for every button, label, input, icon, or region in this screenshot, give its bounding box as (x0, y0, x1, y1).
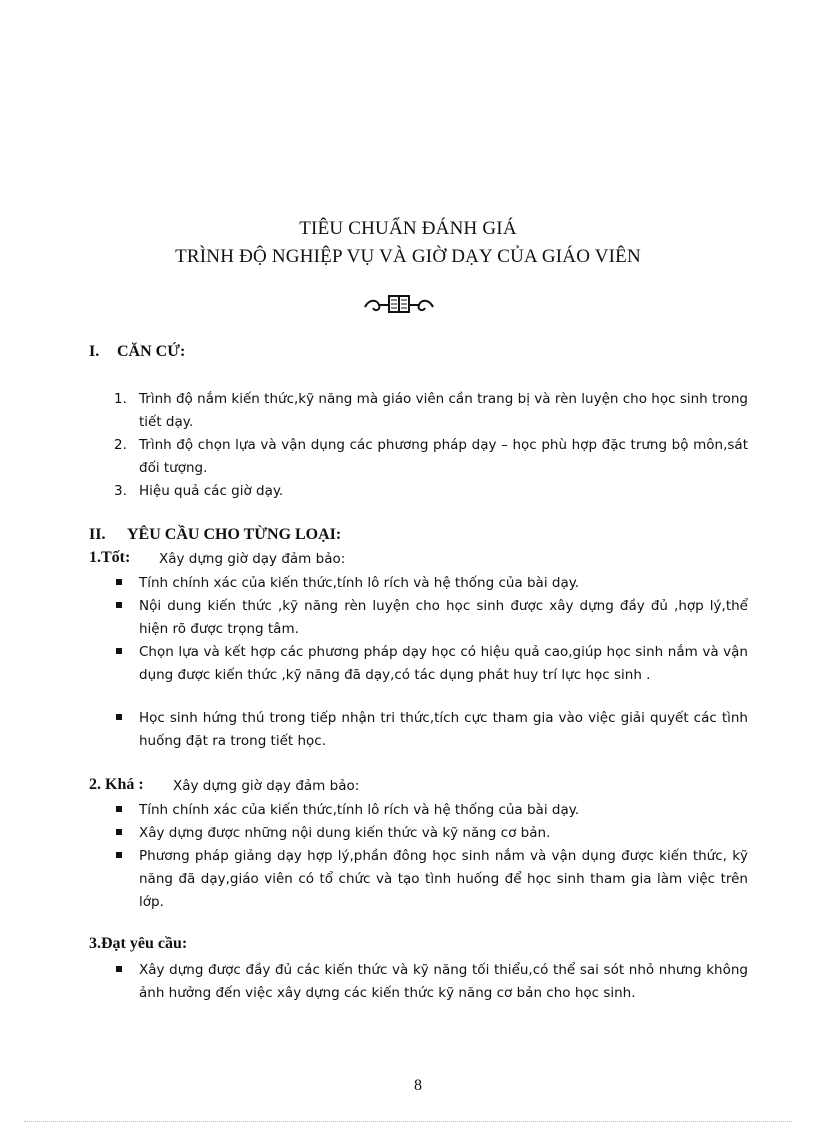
bullet-icon (116, 648, 122, 654)
bullet-item: Xây dựng được những nội dung kiến thức và kỹ năng cơ bản. (139, 825, 551, 841)
subsection-good-label: 1.Tốt: (89, 549, 131, 566)
section-2-title: YÊU CẦU CHO TỪNG LOẠI: (127, 526, 342, 543)
bullet-item: Tính chính xác của kiến thức,tính lô rích và hệ thống của bài dạy. (139, 575, 580, 591)
bullet-item: Chọn lựa và kết hợp các phương pháp dạy học có hiệu quả cao,giúp học sinh nắm và vận dụng được kiến thức ,kỹ năng đã dạy,có tác dụng phát huy trí lực học sinh . (139, 644, 748, 683)
subsection-fair-label: 2. Khá : (89, 776, 144, 793)
list-item: Trình độ chọn lựa và vận dụng các phương pháp dạy – học phù hợp đặc trưng bộ môn,sát đối tượng. (139, 437, 748, 476)
list-item: Trình độ nắm kiến thức,kỹ năng mà giáo viên cần trang bị và rèn luyện cho học sinh trong tiết dạy. (139, 391, 748, 430)
bullet-icon (116, 579, 122, 585)
section-2-number: II. (89, 526, 106, 543)
bullet-icon (116, 829, 122, 835)
subsection-pass (89, 935, 187, 953)
list-marker: 3. (114, 483, 127, 499)
bullet-icon (116, 806, 122, 812)
bullet-item: Học sinh hứng thú trong tiếp nhận tri thức,tích cực tham gia vào việc giải quyết các tình huống đặt ra trong tiết học. (139, 710, 748, 749)
section-2-heading (89, 526, 341, 544)
bullet-item: Nội dung kiến thức ,kỹ năng rèn luyện cho học sinh được xây dựng đầy đủ ,hợp lý,thể hiện rõ được trọng tâm. (139, 598, 748, 637)
bullet-item: Tính chính xác của kiến thức,tính lô rích và hệ thống của bài dạy. (139, 802, 580, 818)
page-number: 8 (414, 1077, 422, 1094)
bullet-icon (116, 852, 122, 858)
bullet-item: Xây dựng được đầy đủ các kiến thức và kỹ năng tối thiểu,có thể sai sót nhỏ nhưng không ảnh hưởng đến việc xây dựng các kiến thức kỹ năng cơ bản cho học sinh. (139, 962, 748, 1001)
subsection-fair (89, 776, 749, 798)
title-line-2: TRÌNH ĐỘ NGHIỆP VỤ VÀ GIỜ DẠY CỦA GIÁO VIÊN (175, 246, 641, 267)
section-1-number: I. (89, 343, 100, 360)
bullet-item: Phương pháp giảng dạy hợp lý,phần đông học sinh nắm và vận dụng được kiến thức, kỹ năng đã dạy,giáo viên có tổ chức và tạo tình huống để học sinh tham gia làm việc trên lớp. (139, 848, 748, 910)
bullet-icon (116, 966, 122, 972)
bullet-icon (116, 602, 122, 608)
subsection-good (89, 549, 749, 571)
list-marker: 2. (114, 437, 127, 453)
ornament-icon (363, 293, 435, 315)
page-bottom-divider (24, 1121, 792, 1122)
subsection-good-desc: Xây dựng giờ dạy đảm bảo: (159, 551, 346, 567)
subsection-fair-desc: Xây dựng giờ dạy đảm bảo: (173, 778, 360, 794)
list-marker: 1. (114, 391, 127, 407)
title-line-1: TIÊU CHUẨN ĐÁNH GIÁ (299, 218, 517, 239)
section-1-title: CĂN CỨ: (117, 343, 186, 360)
subsection-pass-label: 3.Đạt yêu cầu: (89, 935, 188, 952)
section-1-heading (89, 343, 185, 361)
list-item: Hiệu quả các giờ dạy. (139, 483, 284, 499)
bullet-icon (116, 714, 122, 720)
